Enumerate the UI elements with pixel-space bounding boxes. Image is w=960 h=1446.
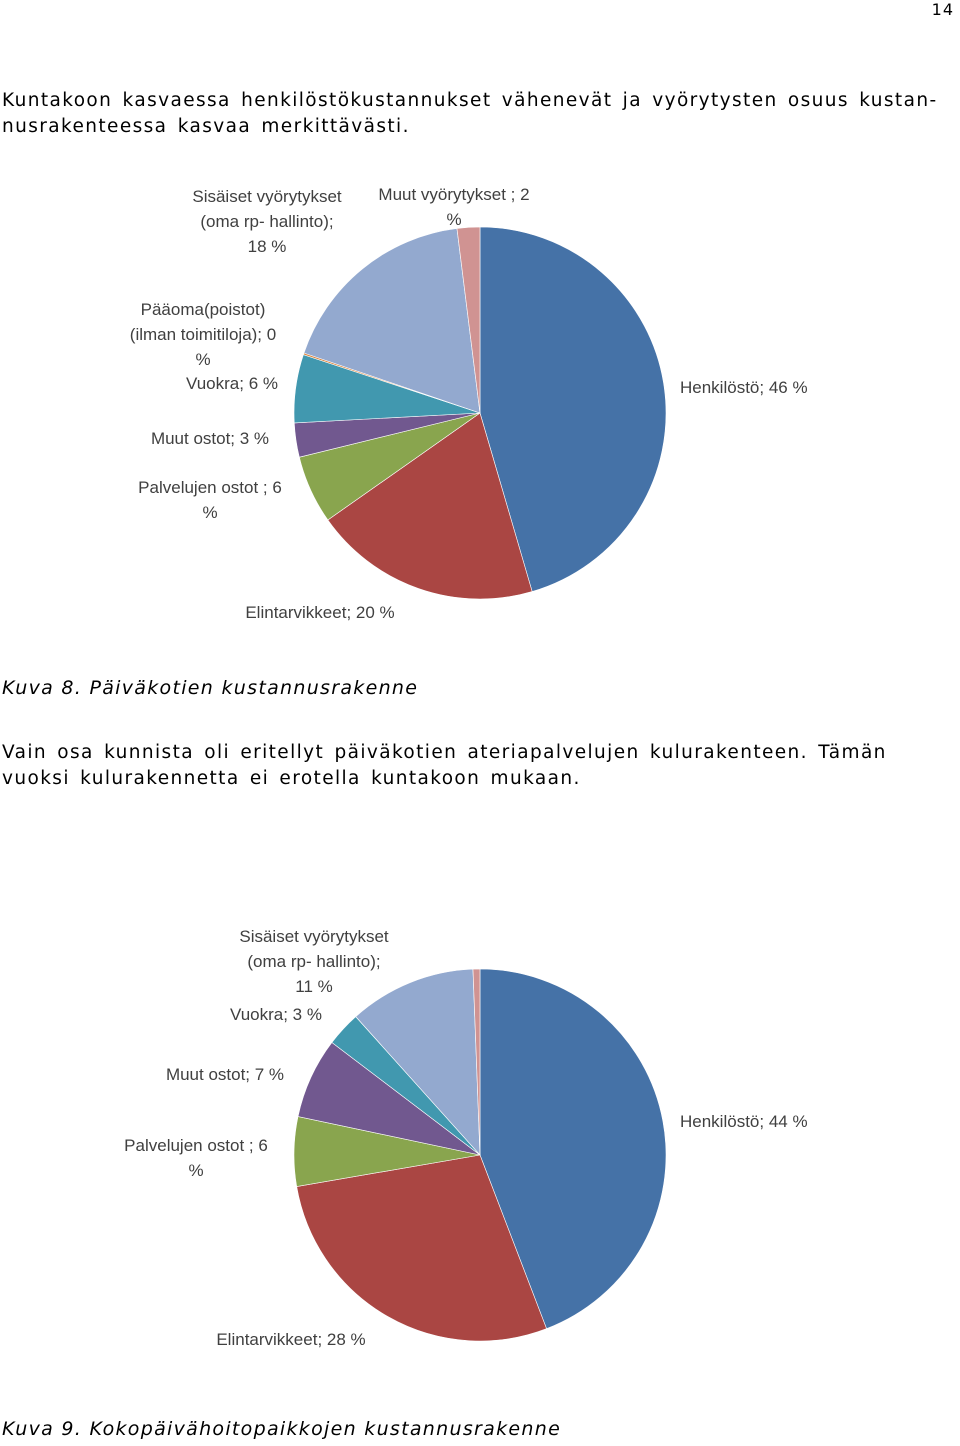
- data-label-muut-ostot: Muut ostot; 7 %: [165, 1065, 285, 1084]
- data-label-elintarvikkeet: Elintarvikkeet; 20 %: [245, 603, 395, 622]
- pie-chart-kuva-9: [0, 910, 960, 1390]
- data-label-henkilosto: Henkilöstö; 44 %: [680, 1112, 808, 1131]
- intro-paragraph: Kuntakoon kasvaessa henkilöstökustannukset vähenevät ja vyörytysten osuus kustan-nusrakenteessa kasvaa merkittävästi.: [2, 90, 938, 137]
- page-number: 14: [931, 0, 954, 19]
- data-label-palvelujen-ostot: Palvelujen ostot ; 6 %: [124, 1136, 268, 1180]
- figure-caption-kuva-9: Kuva 9. Kokopäivähoitopaikkojen kustannusrakenne: [2, 1418, 562, 1440]
- data-label-sisaiset-vyorytykset-oma-rp-hallinto: Sisäiset vyörytykset (oma rp- hallinto); 11 %: [239, 927, 389, 996]
- figure-caption-kuva-8: Kuva 8. Päiväkotien kustannusrakenne: [2, 677, 419, 699]
- data-label-vuokra: Vuokra; 6 %: [186, 374, 278, 393]
- pie-chart-kuva-9-svg: [0, 910, 960, 1390]
- body-paragraph: Vain osa kunnista oli eritellyt päiväkotien ateriapalvelujen kulurakenteen. Tämän vuoksi kulurakennetta ei erotella kuntakoon mukaan.: [2, 742, 887, 789]
- data-label-muut-ostot: Muut ostot; 3 %: [150, 429, 270, 448]
- data-label-paaoma-poistot-ilman-toimitiloja: Pääoma(poistot) (ilman toimitiloja); 0 %: [129, 300, 277, 369]
- data-label-muut-vyorytykset: Muut vyörytykset ; 2 %: [378, 185, 530, 229]
- pie-chart-kuva-8: [0, 170, 960, 640]
- data-label-palvelujen-ostot: Palvelujen ostot ; 6 %: [138, 478, 282, 522]
- pie-chart-kuva-8-svg: [0, 170, 960, 640]
- data-label-sisaiset-vyorytykset-oma-rp-hallinto: Sisäiset vyörytykset (oma rp- hallinto); 18 %: [192, 187, 342, 256]
- data-label-vuokra: Vuokra; 3 %: [230, 1005, 322, 1024]
- data-label-henkilosto: Henkilöstö; 46 %: [680, 378, 808, 397]
- data-label-elintarvikkeet: Elintarvikkeet; 28 %: [216, 1330, 366, 1349]
